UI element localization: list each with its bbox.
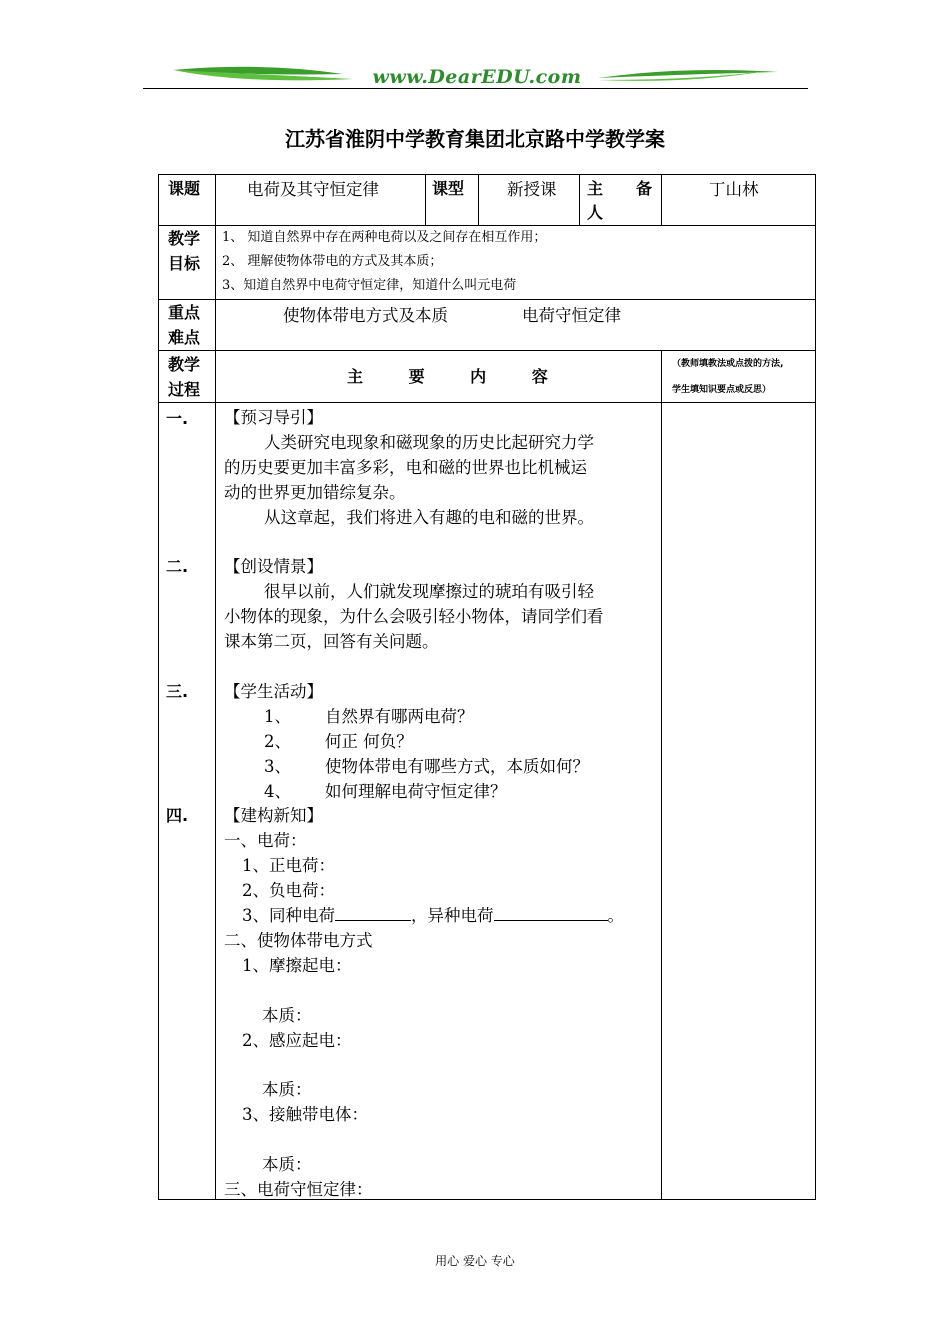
activity-number: 3、 [264,757,291,776]
body-text-line: 人类研究电现象和磁现象的历史比起研究力学 [264,433,594,452]
author-label-2: 备 [636,179,653,198]
body-text-line: 一、电荷： [224,831,307,850]
main-content-heading: 主 要 内 容 [347,367,556,386]
table-col-rule-notes [661,350,662,1200]
table-col-rule-author-label [579,174,580,225]
key-point-2: 电荷守恒定律 [522,306,621,325]
blank-opposite-charge[interactable] [494,904,608,921]
blank-prompt-same: 3、同种电荷 [242,906,335,925]
logo-text: www.DearEDU.com [372,66,582,88]
activity-text: 自然界有哪两电荷？ [325,707,474,726]
process-label-1: 教学 [168,355,201,374]
body-text-line: 的历史要更加丰富多彩，电和磁的世界也比机械运 [224,458,587,477]
activity-text: 使物体带电有哪些方式，本质如何？ [325,757,589,776]
notes-heading-1: （教师填教法或点拨的方法, [672,359,784,369]
key-label-1: 重点 [168,303,201,322]
table-rule-row2 [158,299,816,300]
section-heading: 【预习导引】 [224,408,323,427]
fill-in-blank-line [242,902,624,926]
notes-heading-2: 学生填知识要点或反思） [672,385,772,395]
type-value: 新授课 [507,180,557,199]
body-text-line: 本质： [262,1155,312,1174]
section-heading: 【建构新知】 [224,806,323,825]
section-number: 四. [166,806,189,825]
body-text-line: 2、感应起电： [242,1031,352,1050]
body-text-line: 1、正电荷： [242,856,335,875]
type-label: 课型 [432,179,465,198]
table-col-rule-type-label [425,174,426,225]
body-text-line: 小物体的现象，为什么会吸引轻小物体，请同学们看 [224,607,604,626]
header-rule [143,88,808,89]
author-value: 丁山林 [709,180,759,199]
table-rule-row4 [158,402,816,403]
body-text-line: 2、负电荷： [242,881,335,900]
goal-item: 3、知道自然界中电荷守恒定律，知道什么叫元电荷 [222,278,517,293]
blank-end: 。 [607,906,624,925]
goals-label-2: 目标 [168,254,201,273]
topic-label: 课题 [168,179,201,198]
key-label-2: 难点 [168,328,201,347]
table-col-rule-type-value [478,174,479,225]
table-col-rule-label [215,174,216,1200]
body-text-line: 本质： [262,1006,312,1025]
activity-number: 4、 [264,782,291,801]
page-title: 江苏省淮阴中学教育集团北京路中学教学案 [285,127,665,151]
table-rule-row3 [158,350,816,351]
section-number: 三. [166,682,189,701]
section-number: 二. [166,557,189,576]
body-text-line: 三、电荷守恒定律： [224,1180,373,1199]
body-text-line: 二、使物体带电方式 [224,931,373,950]
page-footer: 用心 爱心 专心 [435,1254,515,1268]
goal-item: 1、 知道自然界中存在两种电荷以及之间存在相互作用； [222,230,547,245]
section-heading: 【创设情景】 [224,557,323,576]
body-text-line: 本质： [262,1080,312,1099]
blank-same-charge[interactable] [335,904,411,921]
blank-prompt-opposite: ，异种电荷 [411,906,494,925]
author-label-3: 人 [587,203,604,222]
body-text-line: 从这章起，我们将进入有趣的电和磁的世界。 [264,508,594,527]
author-label-1: 主 [587,179,604,198]
body-text-line: 1、摩擦起电： [242,956,352,975]
section-number: 一. [166,409,189,428]
goal-item: 2、 理解使物体带电的方式及其本质； [222,254,443,269]
process-label-2: 过程 [168,380,201,399]
goals-label-1: 教学 [168,229,201,248]
activity-text: 如何理解电荷守恒定律？ [325,782,507,801]
topic-value: 电荷及其守恒定律 [247,180,379,199]
activity-number: 1、 [264,707,291,726]
table-rule-row1 [158,225,816,226]
body-text-line: 3、接触带电体： [242,1105,368,1124]
activity-text: 何正 何负？ [325,732,413,751]
body-text-line: 很早以前，人们就发现摩擦过的琥珀有吸引轻 [264,582,594,601]
body-text-line: 动的世界更加错综复杂。 [224,483,406,502]
body-text-line: 课本第二页，回答有关问题。 [224,632,439,651]
activity-number: 2、 [264,732,291,751]
table-col-rule-author-value [661,174,662,225]
key-point-1: 使物体带电方式及本质 [283,306,448,325]
section-heading: 【学生活动】 [224,682,323,701]
